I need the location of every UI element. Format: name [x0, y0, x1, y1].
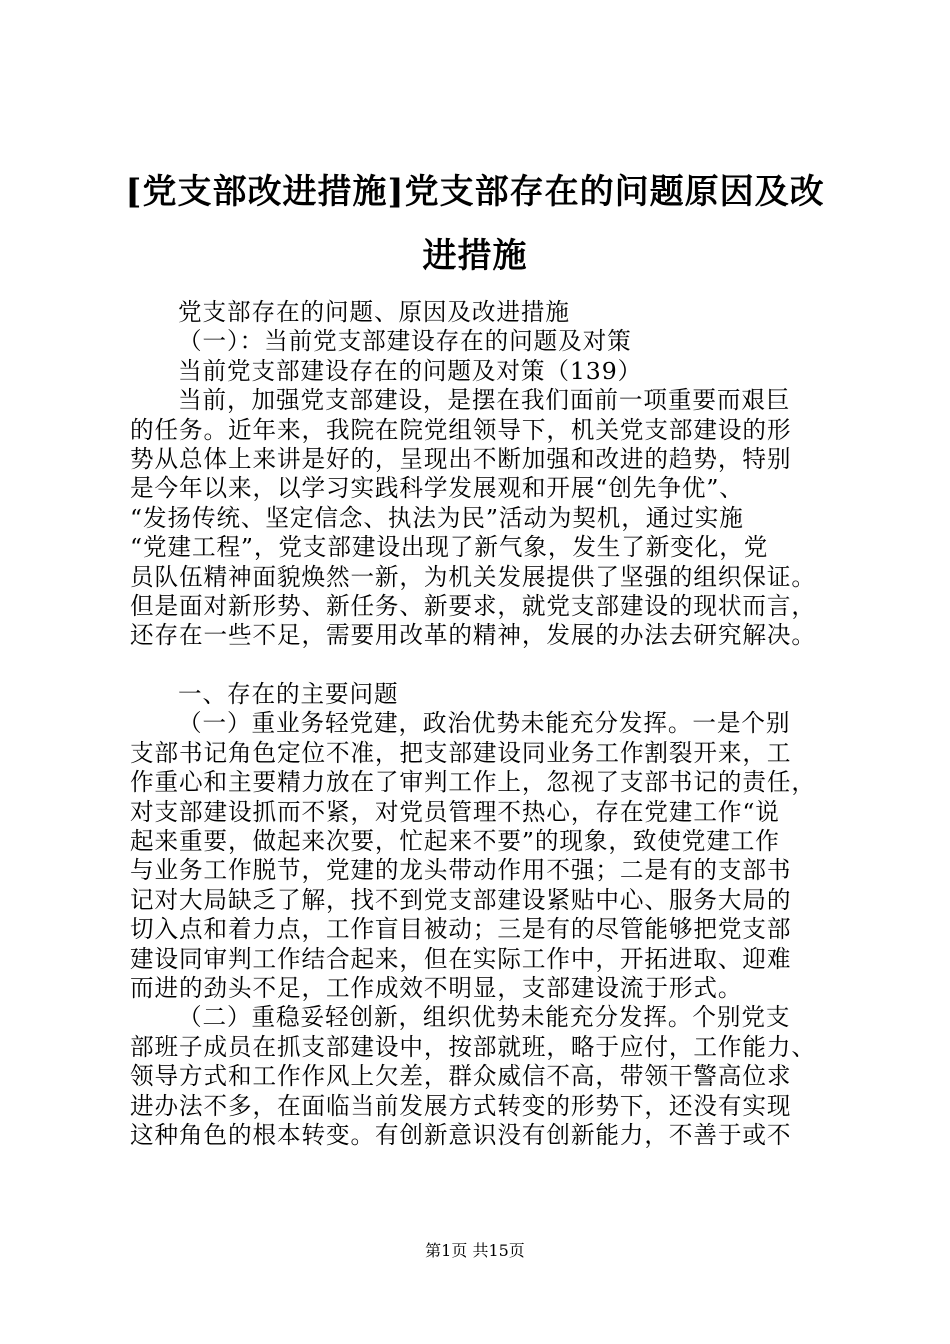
- paragraph-gap: [130, 651, 830, 680]
- document-title: [100, 160, 850, 288]
- text-line: （一）：当前党支部建设存在的问题及对策: [178, 327, 632, 356]
- text-line: 这种角色的根本转变。有创新意识没有创新能力，不善于或不: [130, 1120, 792, 1149]
- document-body: [130, 298, 830, 1150]
- text-line: 与业务工作脱节，党建的龙头带动作用不强；二是有的支部书: [130, 856, 792, 885]
- text-line: 但是面对新形势、新任务、新要求，就党支部建设的现状而言，: [130, 591, 816, 620]
- text-line: 作重心和主要精力放在了审判工作上，忽视了支部书记的责任，: [130, 768, 816, 797]
- title-line: [党支部改进措施]党支部存在的问题原因及改: [125, 172, 825, 212]
- text-line: 切入点和着力点，工作盲目被动；三是有的尽管能够把党支部: [130, 915, 792, 944]
- text-line: 一、存在的主要问题: [178, 680, 399, 709]
- text-line: 员队伍精神面貌焕然一新，为机关发展提供了坚强的组织保证。: [130, 562, 816, 591]
- text-line: 进办法不多，在面临当前发展方式转变的形势下，还没有实现: [130, 1091, 792, 1120]
- text-line: 是今年以来，以学习实践科学发展观和开展“创先争优”、: [130, 474, 744, 503]
- title-line: 进措施: [422, 236, 528, 276]
- text-line: 当前，加强党支部建设，是摆在我们面前一项重要而艰巨: [178, 386, 791, 415]
- text-line: 势从总体上来讲是好的，呈现出不断加强和改进的趋势，特别: [130, 444, 792, 473]
- text-line: 还存在一些不足，需要用改革的精神，发展的办法去研究解决。: [130, 621, 816, 650]
- text-line: 支部书记角色定位不准，把支部建设同业务工作割裂开来，工: [130, 738, 792, 767]
- text-line: 记对大局缺乏了解，找不到党支部建设紧贴中心、服务大局的: [130, 885, 792, 914]
- text-line: 部班子成员在抓支部建设中，按部就班，略于应付，工作能力、: [130, 1032, 816, 1061]
- text-line: 起来重要，做起来次要，忙起来不要”的现象，致使党建工作: [130, 827, 780, 856]
- text-line: 当前党支部建设存在的问题及对策（139）: [178, 356, 643, 385]
- text-line: 对支部建设抓而不紧，对党员管理不热心，存在党建工作“说: [130, 797, 780, 826]
- text-line: 而进的劲头不足，工作成效不明显，支部建设流于形式。: [130, 973, 743, 1002]
- text-line: “发扬传统、坚定信念、执法为民”活动为契机，通过实施: [130, 503, 744, 532]
- text-line: 党支部存在的问题、原因及改进措施: [178, 298, 570, 326]
- text-line: 的任务。近年来，我院在院党组领导下，机关党支部建设的形: [130, 415, 792, 444]
- text-line: “党建工程”，党支部建设出现了新气象，发生了新变化，党: [130, 533, 769, 562]
- text-line: 领导方式和工作作风上欠差，群众威信不高，带领干警高位求: [130, 1062, 792, 1091]
- text-line: 建设同审判工作结合起来，但在实际工作中，开拓进取、迎难: [130, 944, 792, 973]
- text-line: （二）重稳妥轻创新，组织优势未能充分发挥。个别党支: [178, 1003, 791, 1032]
- page-footer: 第1页 共15页: [425, 1241, 525, 1260]
- text-line: （一）重业务轻党建，政治优势未能充分发挥。一是个别: [178, 709, 791, 738]
